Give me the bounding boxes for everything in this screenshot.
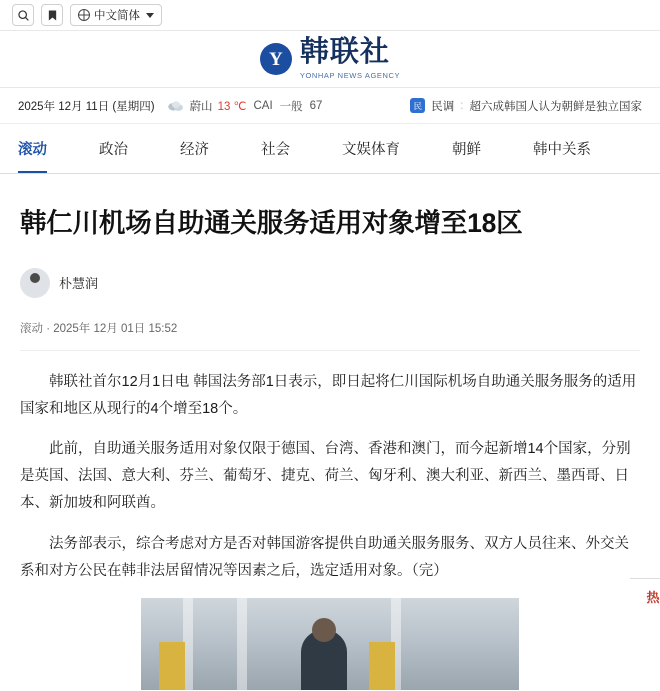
sidebar-hot-label[interactable]: 热 bbox=[646, 590, 660, 605]
author-name[interactable]: 朴慧润 bbox=[59, 276, 99, 292]
article-photo bbox=[141, 598, 519, 690]
article-paragraph: 此前，自助通关服务适用对象仅限于德国、台湾、香港和澳门，而今起新增14个国家，分别是英国、法国、意大利、芬兰、葡萄牙、捷克、荷兰、匈牙利、澳大利亚、新西兰、墨西哥、日本、新加坡和阿联酋。 bbox=[20, 441, 631, 512]
nav-item-korea-china[interactable]: 韩中关系 bbox=[533, 142, 591, 158]
nav-item-economy[interactable]: 经济 bbox=[180, 142, 209, 158]
poll-text: 超六成韩国人认为朝鲜是独立国家 bbox=[469, 100, 642, 113]
nav-item-north-korea[interactable]: 朝鲜 bbox=[452, 142, 481, 158]
poll-headline[interactable] bbox=[410, 98, 642, 114]
cai-label: CAI bbox=[253, 99, 273, 112]
utility-bar bbox=[0, 0, 660, 31]
poll-label: 民调 bbox=[431, 100, 455, 113]
bookmark-icon bbox=[47, 9, 58, 22]
globe-icon bbox=[78, 9, 90, 21]
nav-item-society[interactable]: 社会 bbox=[261, 142, 290, 158]
weather-city: 蔚山 bbox=[189, 100, 213, 113]
avatar bbox=[20, 268, 50, 298]
logo-mark-icon bbox=[260, 43, 292, 75]
chevron-down-icon bbox=[146, 13, 154, 18]
masthead bbox=[0, 31, 660, 88]
nav-item-politics[interactable]: 政治 bbox=[99, 142, 128, 158]
page-title: 韩仁川机场自助通关服务适用对象增至18区 bbox=[20, 208, 523, 238]
brand-name-cn: 韩联社 bbox=[299, 36, 390, 68]
article-body bbox=[20, 369, 640, 585]
poll-badge-icon: 民 bbox=[410, 98, 425, 113]
search-icon bbox=[17, 9, 30, 22]
rail-divider bbox=[630, 578, 660, 579]
article-paragraph: 韩联社首尔12月1日电 韩国法务部1日表示，即日起将仁川国际机场自助通关服务服务的适用国家和地区从现行的4个增至18个。 bbox=[20, 373, 637, 417]
byline bbox=[20, 268, 640, 298]
cai-value: 67 bbox=[309, 99, 323, 112]
info-strip bbox=[0, 88, 660, 124]
site-logo[interactable] bbox=[260, 38, 400, 80]
cai-level: 一般 bbox=[279, 100, 303, 113]
logo-mark-letter: Y bbox=[268, 48, 283, 70]
nav-item-rolling[interactable]: 滚动 bbox=[18, 124, 47, 174]
weather-widget[interactable] bbox=[167, 98, 323, 114]
cloud-icon bbox=[167, 99, 185, 112]
main-navigation bbox=[0, 124, 660, 174]
language-selector[interactable] bbox=[70, 4, 162, 26]
poll-separator: : bbox=[460, 99, 464, 112]
search-button[interactable] bbox=[12, 4, 34, 26]
language-label: 中文简体 bbox=[94, 10, 140, 22]
nav-item-entertainment-sports[interactable]: 文娱体育 bbox=[342, 142, 400, 158]
current-date: 2025年 12月 11日 (星期四) bbox=[18, 100, 155, 113]
weather-temperature: 13 ℃ bbox=[217, 100, 247, 113]
brand-name-en: YONHAP NEWS AGENCY bbox=[299, 71, 401, 80]
bookmark-button[interactable] bbox=[41, 4, 63, 26]
article-meta: 滚动 · 2025年 12月 01日 15:52 bbox=[20, 320, 640, 351]
article-paragraph: 法务部表示，综合考虑对方是否对韩国游客提供自助通关服务服务、双方人员往来、外交关系和对方公民在韩非法居留情况等因素之后，选定适用对象。（完） bbox=[20, 535, 629, 579]
article bbox=[0, 206, 660, 690]
